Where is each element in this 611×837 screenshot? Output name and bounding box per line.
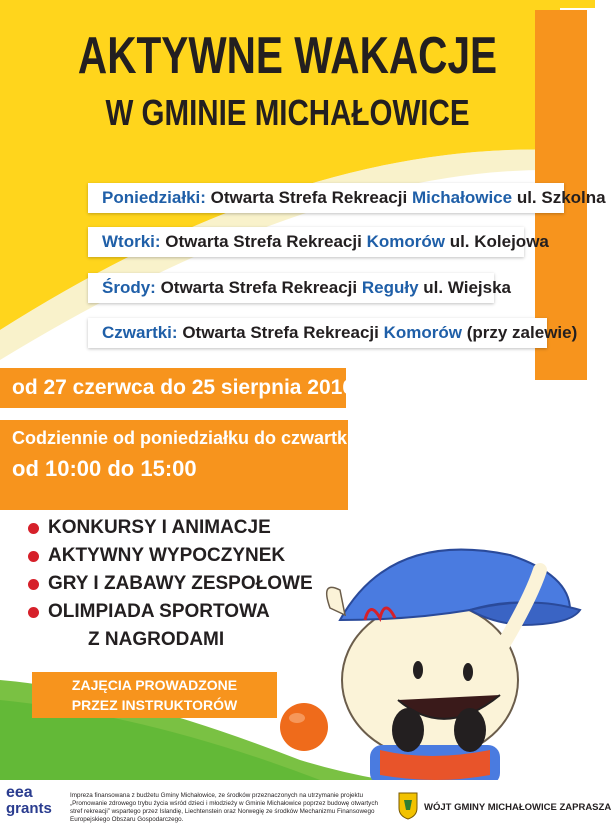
schedule-day: Wtorki: — [102, 232, 161, 251]
eea-grants-logo: eea — [6, 784, 33, 801]
schedule-street: (przy zalewie) — [466, 323, 578, 342]
footer-invite: WÓJT GMINY MICHAŁOWICE ZAPRASZA — [424, 802, 611, 813]
schedule-day: Czwartki: — [102, 323, 178, 342]
schedule-text: Otwarta Strefa Rekreacji — [182, 323, 379, 342]
ball-illustration — [277, 700, 331, 754]
dates-banner — [0, 368, 355, 408]
instructors-banner — [32, 672, 277, 718]
schedule-place: Komorów — [383, 323, 462, 342]
title-line1: AKTYWNE WAKACJE — [77, 27, 498, 85]
schedule-street: ul. Kolejowa — [449, 232, 549, 251]
activity-label: KONKURSY I ANIMACJE — [48, 517, 271, 538]
schedule-day: Poniedziałki: — [102, 188, 206, 207]
schedule-row-thursday — [88, 318, 578, 348]
schedule-row-monday — [88, 183, 606, 213]
bullet-icon — [28, 579, 39, 590]
schedule-row-tuesday — [88, 227, 549, 257]
schedule-text: Otwarta Strefa Rekreacji — [210, 188, 408, 207]
activity-label: AKTYWNY WYPOCZYNEK — [48, 545, 286, 566]
title-line2: W GMINIE MICHAŁOWICE — [105, 92, 470, 133]
schedule-street: ul. Szkolna — [516, 188, 606, 207]
days-text: Codziennie od poniedziałku do czwartku — [12, 428, 359, 448]
schedule-street: ul. Wiejska — [423, 278, 511, 297]
schedule-text: Otwarta Strefa Rekreacji — [165, 232, 362, 251]
bullet-icon — [28, 523, 39, 534]
schedule-row-wednesday — [88, 273, 511, 303]
schedule-place: Reguły — [361, 278, 419, 297]
activity-label: OLIMPIADA SPORTOWA — [48, 601, 270, 622]
schedule-day: Środy: — [102, 278, 156, 297]
days-banner — [0, 420, 359, 510]
schedule-text: Otwarta Strefa Rekreacji — [160, 278, 358, 297]
schedule-place: Komorów — [366, 232, 445, 251]
instructors-line2: PRZEZ INSTRUKTORÓW — [71, 697, 238, 713]
instructors-line1: ZAJĘCIA PROWADZONE — [71, 677, 238, 693]
footer — [0, 780, 611, 837]
schedule-place: Michałowice — [411, 188, 513, 207]
activity-label: Z NAGRODAMI — [88, 629, 225, 650]
dates-text: od 27 czerwca do 25 sierpnia 2016 — [12, 376, 355, 399]
eea-grants-logo-text: grants — [6, 800, 52, 817]
funding-notice: Impreza finansowana z budżetu Gminy Michałowice, ze środków przeznaczonych na utrzymanie projektu „Promowanie zdrowego trybu życia wśród dzieci i młodzieży w Gminie Michałowice poprzez budowę otwartych stref rekreacji” wspartego przez Islandię, Liechtenstein oraz Norwegię ze środków Mechanizmu Finansowego Europejskiego Obszaru Gospodarczego. — [70, 792, 378, 823]
coat-of-arms-icon — [398, 792, 418, 820]
bullet-icon — [28, 551, 39, 562]
hours-text: od 10:00 do 15:00 — [12, 456, 197, 481]
bullet-icon — [28, 607, 39, 618]
activity-label: GRY I ZABAWY ZESPOŁOWE — [48, 573, 313, 594]
